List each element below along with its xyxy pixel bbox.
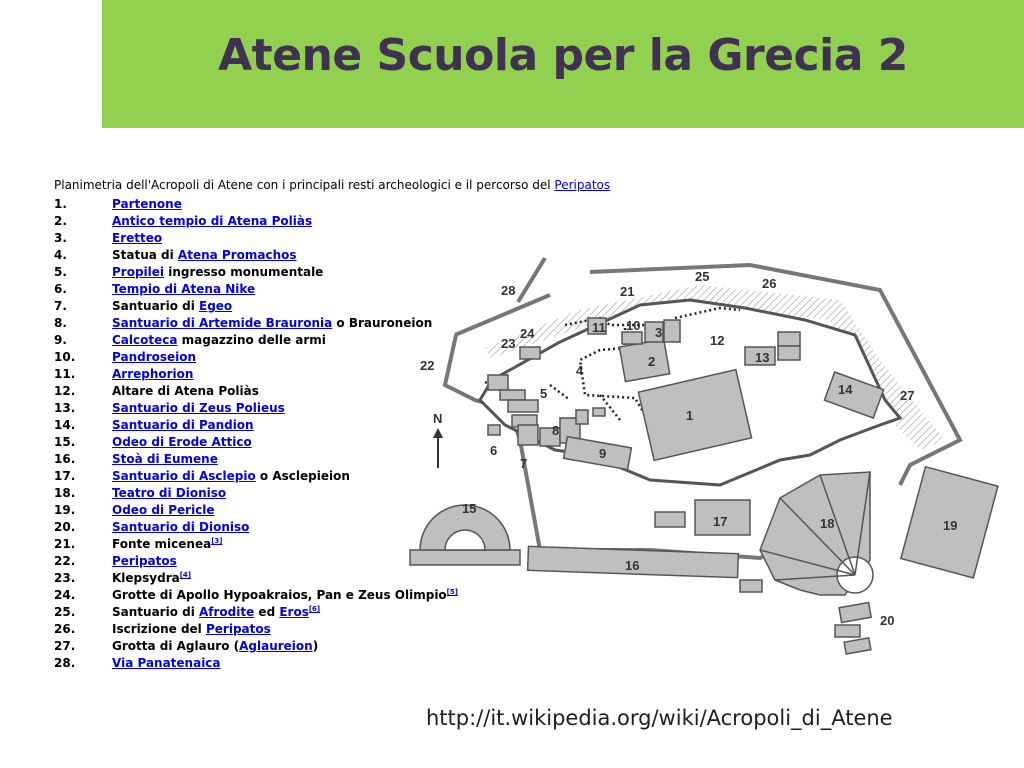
legend-text	[112, 519, 249, 536]
legend-text-part: Iscrizione del	[112, 622, 206, 636]
map-label-4: 4	[576, 363, 584, 378]
legend-text	[112, 604, 320, 621]
legend-text-part: magazzino delle armi	[177, 333, 326, 347]
legend-number: 6.	[54, 282, 67, 296]
legend-text	[112, 621, 271, 638]
legend-item	[54, 230, 414, 247]
legend-item	[54, 281, 414, 298]
legend-text-part: o Asclepieion	[255, 469, 350, 483]
legend-text-part: ingresso monumentale	[164, 265, 324, 279]
legend-link[interactable]: Antico tempio di Atena Poliàs	[112, 214, 313, 228]
legend-text	[112, 451, 218, 468]
map-label-14: 14	[838, 382, 853, 397]
legend-text-part: Grotte di Apollo Hypoakraios, Pan e Zeus Olimpio	[112, 588, 447, 602]
legend-number: 20.	[54, 520, 76, 534]
acropolis-site-plan	[400, 250, 1010, 670]
legend-footnote-link[interactable]: [3]	[211, 537, 223, 545]
legend-item	[54, 621, 414, 638]
legend-number: 7.	[54, 299, 67, 313]
legend-item	[54, 247, 414, 264]
legend-footnote-link[interactable]: [4]	[179, 571, 191, 579]
legend-item	[54, 485, 414, 502]
legend-link[interactable]: Santuario di Artemide Brauronia	[112, 316, 333, 330]
legend-text	[112, 315, 432, 332]
legend-footnote-link[interactable]: [5]	[446, 588, 458, 596]
legend-text	[112, 434, 252, 451]
legend-number: 14.	[54, 418, 76, 432]
legend-text	[112, 570, 191, 587]
map-label-9: 9	[599, 446, 607, 461]
legend-number: 4.	[54, 248, 67, 262]
legend-item	[54, 264, 414, 281]
legend-link[interactable]: Eretteo	[112, 231, 163, 245]
legend-link[interactable]: Peripatos	[205, 622, 271, 636]
legend-number: 18.	[54, 486, 76, 500]
legend-number: 5.	[54, 265, 67, 279]
legend-text-part: Klepsydra	[112, 571, 180, 585]
legend-item	[54, 298, 414, 315]
legend-link[interactable]: Santuario di Asclepio	[112, 469, 256, 483]
legend-text	[112, 298, 232, 315]
map-label-12: 12	[710, 333, 725, 348]
legend-link[interactable]: Partenone	[112, 197, 182, 211]
legend-link[interactable]: Atena Promachos	[177, 248, 297, 262]
legend-number: 9.	[54, 333, 67, 347]
map-label-19: 19	[943, 518, 958, 533]
map-label-7: 7	[520, 456, 528, 471]
map-label-27: 27	[900, 388, 915, 403]
legend-link[interactable]: Peripatos	[112, 554, 177, 568]
legend-text	[112, 264, 323, 281]
legend-link[interactable]: Odeo di Pericle	[112, 503, 215, 517]
legend-text	[112, 468, 350, 485]
legend-link[interactable]: Odeo di Erode Attico	[112, 435, 252, 449]
map-label-24: 24	[520, 326, 535, 341]
legend-item	[54, 536, 414, 553]
legend-text-part: Statua di	[112, 248, 178, 262]
legend-link[interactable]: Santuario di Pandion	[112, 418, 254, 432]
map-label-23: 23	[501, 336, 516, 351]
legend-text-part: Santuario di	[112, 299, 199, 313]
legend-item	[54, 213, 414, 230]
legend-footnote-link[interactable]: [6]	[308, 605, 321, 613]
legend-number: 21.	[54, 537, 76, 551]
legend-number: 11.	[54, 367, 76, 381]
map-label-5: 5	[540, 386, 548, 401]
north-label: N	[433, 411, 443, 426]
legend-item	[54, 400, 414, 417]
legend-item	[54, 196, 414, 213]
legend-item	[54, 604, 414, 621]
legend-link[interactable]: Teatro di Dioniso	[112, 486, 227, 500]
legend-text	[112, 502, 215, 519]
legend-item	[54, 417, 414, 434]
legend-number: 2.	[54, 214, 67, 228]
map-label-26: 26	[762, 276, 777, 291]
legend-item	[54, 655, 414, 672]
north-arrow	[433, 411, 443, 468]
legend-text-part: ed	[254, 605, 280, 619]
map-label-8: 8	[552, 423, 560, 438]
legend-number: 10.	[54, 350, 76, 364]
map-label-11: 11	[592, 320, 606, 335]
legend-text-part: Altare di Atena Poliàs	[112, 384, 259, 398]
legend-link[interactable]: Propilei	[112, 265, 165, 279]
map-label-22: 22	[420, 358, 435, 373]
legend-list	[54, 196, 458, 672]
legend-text-part: )	[312, 639, 319, 653]
map-label-10: 10	[626, 318, 641, 333]
legend-item	[54, 366, 414, 383]
legend-text	[112, 213, 312, 230]
legend-item	[54, 553, 414, 570]
legend-item	[54, 315, 433, 332]
legend-link[interactable]: Tempio di Atena Nike	[112, 282, 256, 296]
legend-text-part: Grotta di Aglauro (	[112, 639, 240, 653]
legend-text	[112, 230, 162, 247]
legend-item	[54, 570, 414, 587]
map-label-28: 28	[501, 283, 516, 298]
klepsydra	[520, 347, 540, 359]
legend-item	[54, 468, 414, 485]
legend-item	[54, 451, 414, 468]
legend-text	[112, 281, 255, 298]
legend-number: 25.	[54, 605, 76, 619]
map-label-6: 6	[490, 443, 498, 458]
map-label-25: 25	[695, 269, 710, 284]
slide-title: Atene Scuola per la Grecia 2	[218, 30, 908, 81]
legend-item	[54, 383, 414, 400]
legend-text	[112, 536, 222, 553]
source-url[interactable]: http://it.wikipedia.org/wiki/Acropoli_di_Atene	[426, 706, 893, 730]
legend-text	[112, 196, 182, 213]
legend-text	[112, 383, 259, 400]
legend-item	[54, 349, 414, 366]
legend-item	[54, 434, 414, 451]
legend-link[interactable]: Arrephorion	[112, 367, 194, 381]
legend-text	[112, 332, 326, 349]
legend-number: 16.	[54, 452, 76, 466]
legend-link[interactable]: Calcoteca	[112, 333, 178, 347]
legend-text	[112, 655, 221, 672]
legend-link[interactable]: Santuario di Dioniso	[112, 520, 250, 534]
legend-number: 15.	[54, 435, 76, 449]
legend-link[interactable]: Santuario di Zeus Polieus	[112, 401, 285, 415]
legend-text	[112, 417, 254, 434]
map-label-21: 21	[620, 284, 635, 299]
legend-number: 19.	[54, 503, 76, 517]
old-temple	[619, 339, 669, 381]
legend-text	[112, 485, 226, 502]
legend-number: 26.	[54, 622, 76, 636]
legend-number: 8.	[54, 316, 67, 330]
legend-item	[54, 332, 414, 349]
legend-number: 12.	[54, 384, 76, 398]
legend-link[interactable]: Afrodite	[199, 605, 255, 619]
legend-text-part: Fonte micenea	[112, 537, 212, 551]
map-label-18: 18	[820, 516, 835, 531]
legend-text	[112, 400, 285, 417]
legend-link[interactable]: Via Panatenaica	[112, 656, 221, 670]
caption-link-peripatos[interactable]: Peripatos	[554, 178, 611, 192]
legend-number: 3.	[54, 231, 67, 245]
legend-link[interactable]: Eros	[279, 605, 309, 619]
legend-link[interactable]: Pandroseion	[112, 350, 197, 364]
legend-number: 1.	[54, 197, 67, 211]
legend-item	[54, 587, 458, 604]
legend-item	[54, 638, 414, 655]
legend-number: 17.	[54, 469, 76, 483]
legend-number: 13.	[54, 401, 76, 415]
map-label-15: 15	[462, 501, 477, 516]
dionysos-sanctuary	[839, 603, 871, 623]
caption-text: Planimetria dell'Acropoli di Atene con i principali resti archeologici e il percorso del	[54, 178, 555, 192]
theatre-dionysos	[760, 472, 873, 595]
legend-text	[112, 638, 318, 655]
legend-link[interactable]: Stoà di Eumene	[112, 452, 218, 466]
map-caption	[54, 178, 610, 192]
legend-link[interactable]: Aglaureion	[239, 639, 313, 653]
map-label-1: 1	[686, 408, 694, 423]
legend-text	[112, 366, 193, 383]
legend-number: 23.	[54, 571, 76, 585]
legend-item	[54, 519, 414, 536]
legend-link[interactable]: Egeo	[199, 299, 233, 313]
legend-number: 28.	[54, 656, 76, 670]
map-label-16: 16	[625, 558, 640, 573]
legend-number: 24.	[54, 588, 76, 602]
legend-text-part: Santuario di	[112, 605, 199, 619]
legend-text	[112, 553, 177, 570]
legend-item	[54, 502, 414, 519]
legend-number: 27.	[54, 639, 76, 653]
map-label-17: 17	[713, 514, 728, 529]
map-label-2: 2	[648, 354, 656, 369]
map-label-20: 20	[880, 613, 895, 628]
legend-text-part: o Brauroneion	[332, 316, 433, 330]
legend-number: 22.	[54, 554, 76, 568]
legend-text	[112, 349, 196, 366]
map-label-3: 3	[655, 325, 663, 340]
legend-text	[112, 247, 297, 264]
map-label-13: 13	[755, 350, 770, 365]
